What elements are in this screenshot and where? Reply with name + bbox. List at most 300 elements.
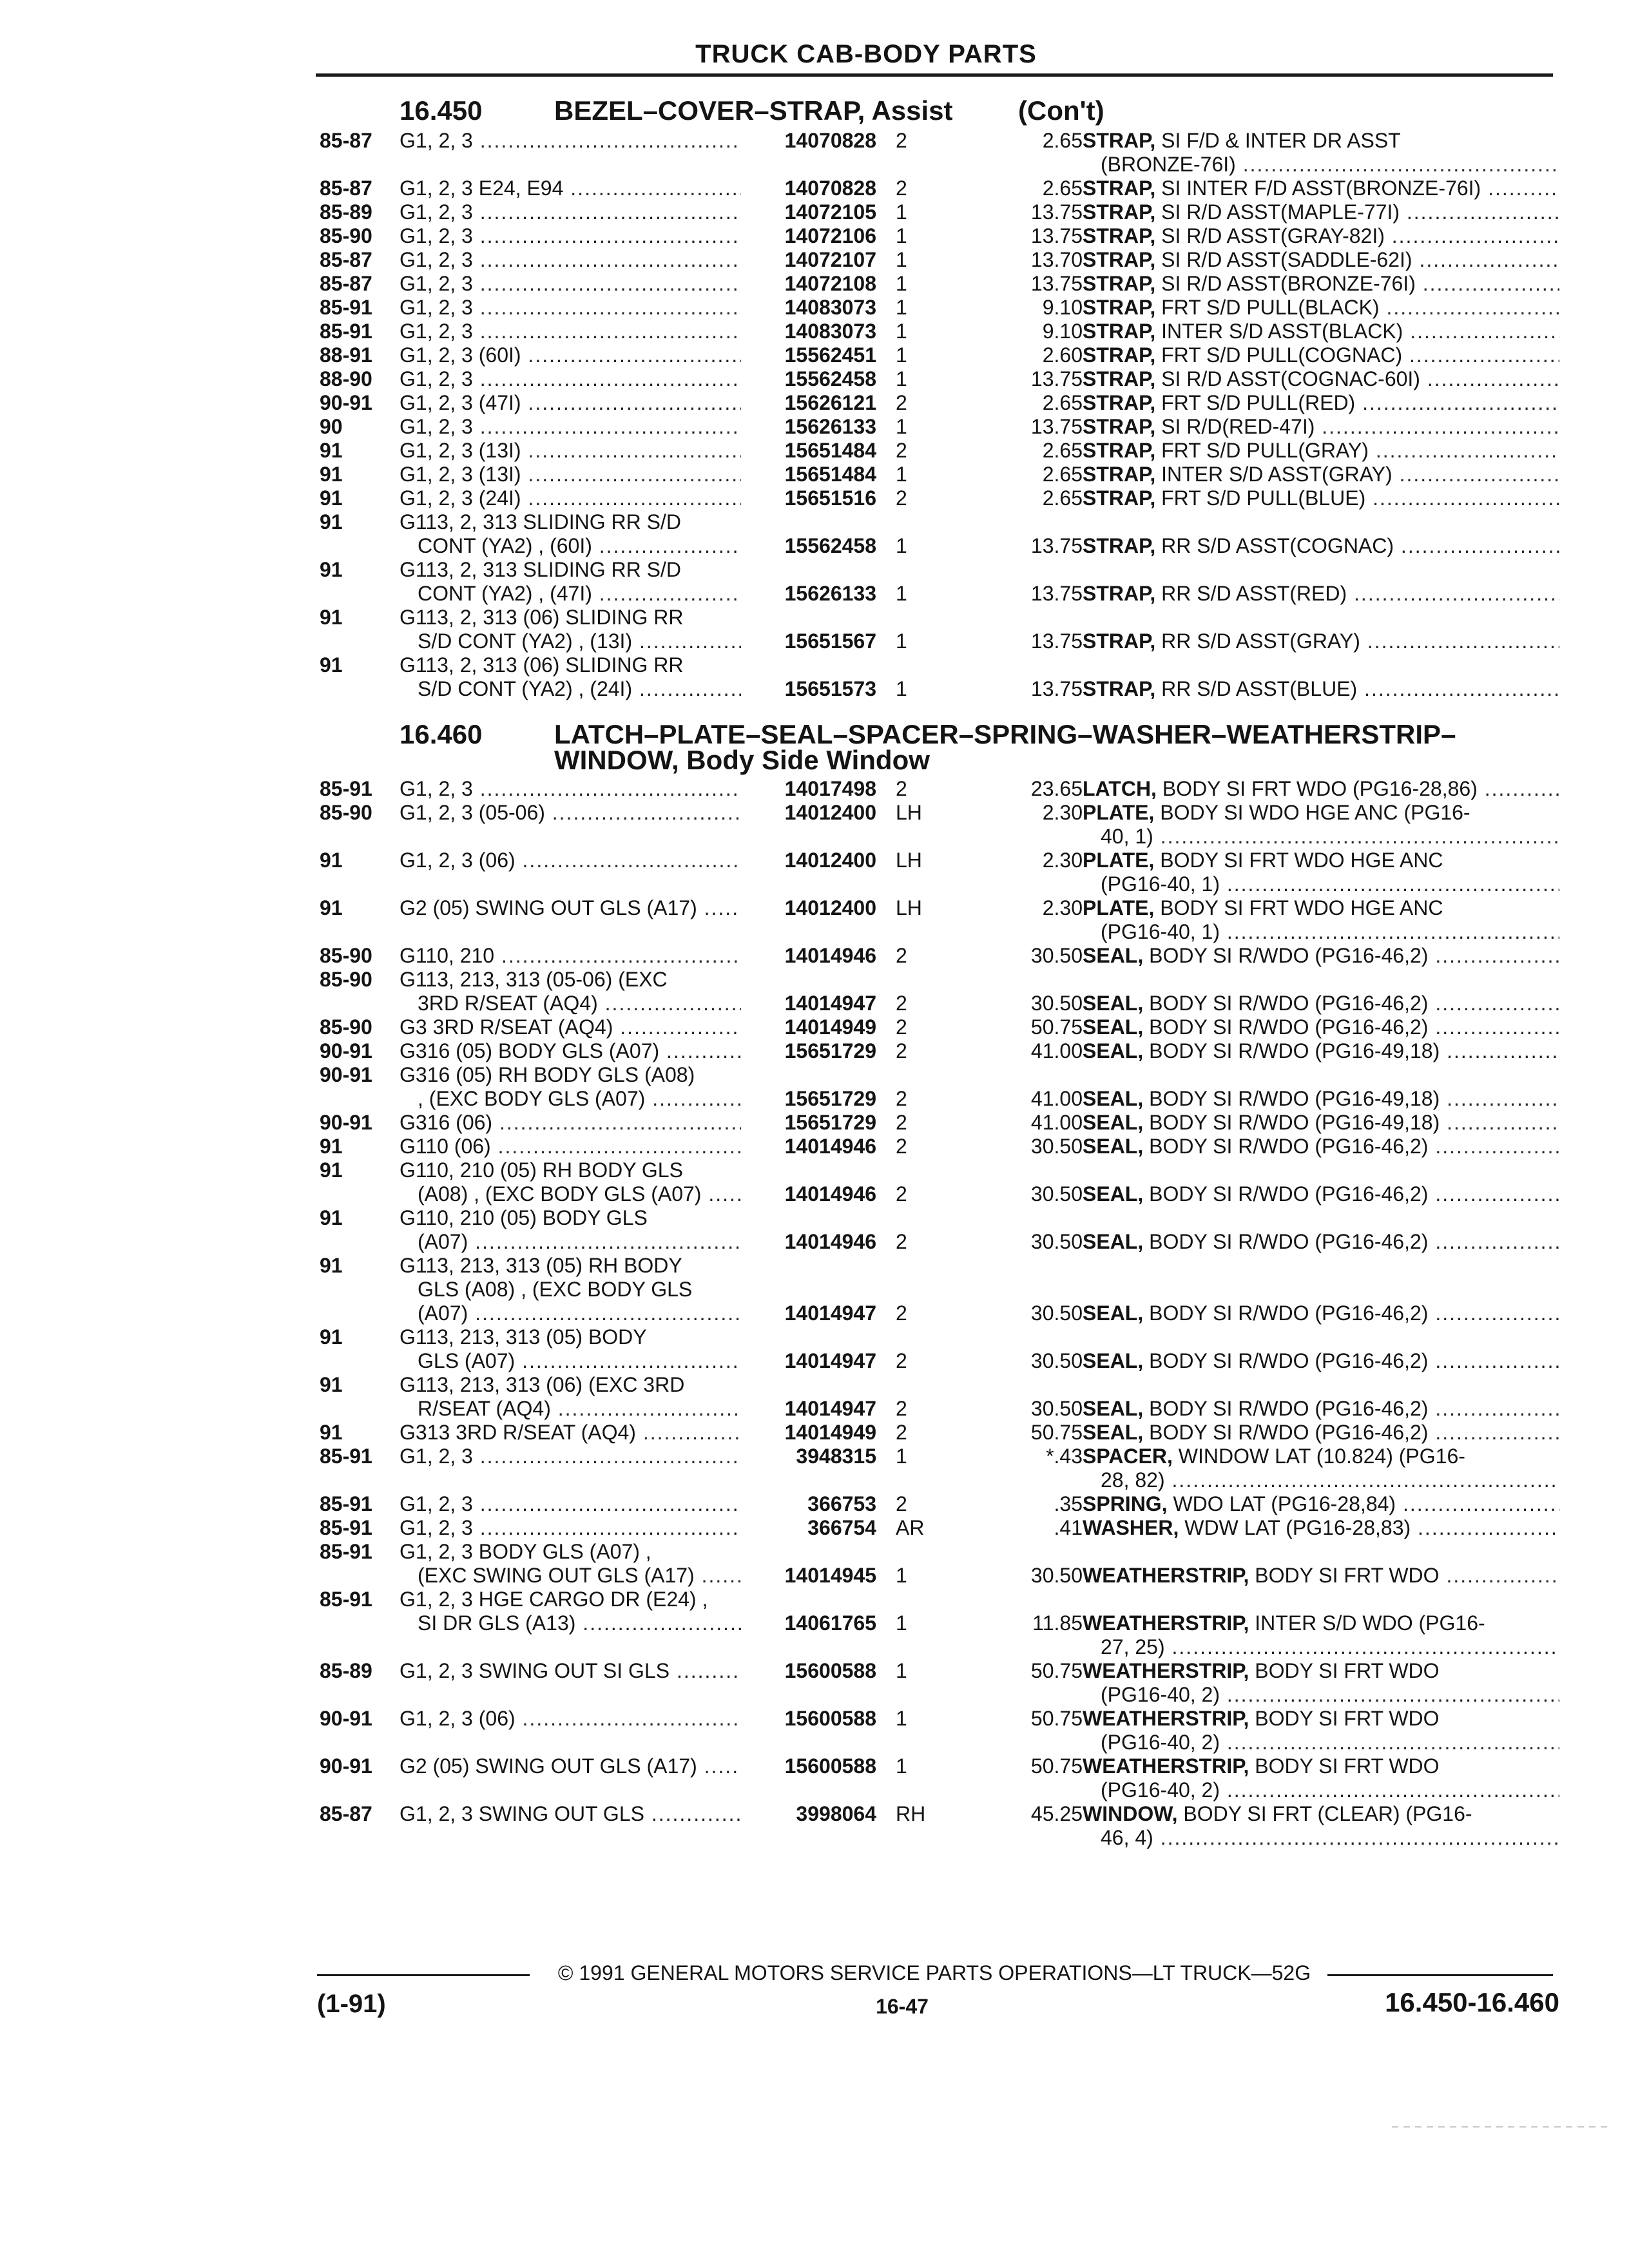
part-name: PLATE, [1083,896,1155,919]
description [1083,1087,1559,1111]
part-name: STRAP, [1083,367,1156,390]
application-line: G110, 210 (05) RH BODY GLS [400,1158,683,1182]
part-name: WEATHERSTRIP, [1083,1659,1249,1682]
description-line [1083,896,1559,920]
application [400,129,741,153]
model-years: 91 [320,1325,343,1349]
application-line: (A07) ..... [400,1230,741,1254]
application-line: G3 3RD R/SEAT (AQ4) ..... [400,1015,741,1039]
description-text: SI INTER F/D ASST(BRONZE-76I) [1155,177,1481,200]
part-number: 3948315 [796,1445,876,1468]
model-years: 85-91 [320,1588,372,1611]
part-name: WEATHERSTRIP, [1083,1754,1249,1778]
application-line: G1, 2, 3 HGE CARGO DR (E24) , [400,1588,708,1611]
quantity: LH [896,849,922,872]
model-years: 85-90 [320,968,372,991]
application [400,1492,741,1516]
quantity: 1 [896,367,907,390]
description-text: BODY SI FRT (CLEAR) (PG16- [1177,1802,1472,1825]
description-text: BODY SI R/WDO (PG16-46,2) [1143,1302,1429,1325]
price: 13.75 [1030,582,1083,605]
price: 13.75 [1030,415,1083,438]
description [1083,1516,1559,1540]
description [1083,677,1559,701]
part-number: 14072108 [784,272,876,295]
description-text: BODY SI R/WDO (PG16-46,2) [1143,1421,1429,1444]
model-years: 90-91 [320,1111,372,1134]
quantity: 1 [896,415,907,438]
description-line [1083,1516,1559,1540]
part-number: 15651516 [784,486,876,510]
description-text: WDO LAT (PG16-28,84) [1167,1492,1396,1515]
part-number: 14012400 [784,801,876,824]
application-line: G1, 2, 3 (13I) ..... [400,439,741,463]
description [1083,849,1559,896]
description-text: INTER S/D WDO (PG16- [1249,1611,1485,1635]
description [1083,1135,1559,1158]
scan-mark [1392,2126,1611,2128]
description-line [1083,582,1559,606]
application [400,343,741,367]
description-line: (PG16-40, 1) ..... [1083,872,1559,896]
quantity: 2 [896,1349,907,1372]
price: 50.75 [1030,1421,1083,1444]
description-text: WDW LAT (PG16-28,83) [1179,1516,1411,1539]
part-name: SEAL, [1083,1349,1144,1372]
application [400,849,741,872]
part-name: STRAP, [1083,463,1156,486]
model-years: 91 [320,849,343,872]
quantity: 2 [896,1039,907,1062]
description-line [1083,1754,1559,1778]
quantity: 1 [896,248,907,271]
application [400,1111,741,1135]
application-line: GLS (A08) , (EXC BODY GLS [418,1278,693,1301]
description-line [1083,1659,1559,1683]
description-line: (PG16-40, 2) ..... [1083,1731,1559,1754]
quantity: 2 [896,486,907,510]
part-number: 14014946 [784,1135,876,1158]
application [400,1540,741,1588]
price: 13.75 [1030,677,1083,700]
part-number: 15651484 [784,463,876,486]
description-line: 46, 4) ..... [1083,1826,1559,1850]
quantity: 1 [896,272,907,295]
description [1083,1039,1559,1063]
description [1083,463,1559,486]
description-text: BODY SI FRT WDO [1249,1659,1440,1682]
part-number: 14012400 [784,896,876,919]
quantity: 1 [896,1445,907,1468]
description [1083,1659,1559,1707]
part-number: 15562458 [784,534,876,557]
model-years: 90-91 [320,1707,372,1730]
description-text: SI R/D ASST(GRAY-82I) [1155,224,1385,247]
price: 2.65 [1042,391,1083,414]
quantity: 2 [896,1015,907,1039]
description-line [1083,1182,1559,1206]
description-line [1083,439,1559,463]
part-name: STRAP, [1083,391,1156,414]
application-line: G2 (05) SWING OUT GLS (A17) ..... [400,896,741,920]
application [400,272,741,296]
quantity: 1 [896,1611,907,1635]
part-number: 15651729 [784,1087,876,1110]
price: 41.00 [1030,1111,1083,1134]
description-line [1083,801,1559,825]
quantity: 1 [896,224,907,247]
model-years: 90-91 [320,1063,372,1086]
model-years: 85-90 [320,801,372,824]
description-line [1083,463,1559,486]
price: 2.65 [1042,439,1083,462]
part-name: STRAP, [1083,224,1156,247]
application-line: G316 (05) BODY GLS (A07) ..... [400,1039,741,1063]
model-years: 85-91 [320,320,372,343]
quantity: 2 [896,1111,907,1134]
part-name: STRAP, [1083,486,1156,510]
page-title: TRUCK CAB-BODY PARTS [695,40,1037,68]
part-number: 14070828 [784,129,876,152]
model-years: 85-87 [320,272,372,295]
model-years: 85-87 [320,1802,372,1825]
price: 50.75 [1030,1015,1083,1039]
description-text: FRT S/D PULL(RED) [1155,391,1356,414]
quantity: 2 [896,1087,907,1110]
description-line [1083,1039,1559,1063]
quantity: 1 [896,629,907,653]
price: 2.30 [1042,849,1083,872]
model-years: 91 [320,1206,343,1229]
part-number: 14012400 [784,849,876,872]
application-line: G1, 2, 3 ..... [400,777,741,801]
part-name: STRAP, [1083,534,1156,557]
price: 45.25 [1030,1802,1083,1825]
description [1083,801,1559,849]
price: 50.75 [1030,1754,1083,1778]
application [400,1802,741,1826]
price: 30.50 [1030,1564,1083,1587]
price: 30.50 [1030,1349,1083,1372]
description-text: INTER S/D ASST(GRAY) [1155,463,1393,486]
part-number: 14014945 [784,1564,876,1587]
description [1083,391,1559,415]
part-number: 14014947 [784,1397,876,1420]
application [400,1015,741,1039]
description [1083,1707,1559,1754]
application [400,391,741,415]
price: *.43 [1046,1445,1083,1468]
price: 9.10 [1042,320,1083,343]
description-line [1083,629,1559,653]
application-line: G1, 2, 3 ..... [400,248,741,272]
description-line [1083,1492,1559,1516]
price: 30.50 [1030,1230,1083,1253]
description [1083,944,1559,968]
part-number: 14072106 [784,224,876,247]
description [1083,486,1559,510]
part-name: STRAP, [1083,320,1156,343]
application-line: G1, 2, 3 (06) ..... [400,1707,741,1731]
part-number: 14014947 [784,1349,876,1372]
application-line: G1, 2, 3 ..... [400,1492,741,1516]
part-number: 14014946 [784,1182,876,1206]
description-line: 40, 1) ..... [1083,825,1559,849]
price: 2.60 [1042,343,1083,367]
part-name: STRAP, [1083,582,1156,605]
description [1083,1564,1559,1588]
description-line [1083,1230,1559,1254]
part-number: 15600588 [784,1707,876,1730]
application-line: G1, 2, 3 (60I) ..... [400,343,741,367]
quantity: 2 [896,1302,907,1325]
model-years: 85-91 [320,1516,372,1539]
footer-rule-right [1327,1974,1553,1976]
description-line [1083,200,1559,224]
description-text: BODY SI R/WDO (PG16-46,2) [1143,1230,1429,1253]
quantity: 1 [896,463,907,486]
application [400,415,741,439]
quantity: 2 [896,777,907,800]
application-line: G1, 2, 3 (24I) ..... [400,486,741,510]
quantity: 1 [896,1754,907,1778]
part-name: STRAP, [1083,343,1156,367]
part-number: 14014949 [784,1015,876,1039]
part-number: 14014946 [784,1230,876,1253]
application [400,1254,741,1325]
quantity: 1 [896,677,907,700]
description-text: SI R/D ASST(BRONZE-76I) [1155,272,1416,295]
price: 2.65 [1042,129,1083,152]
quantity: 1 [896,1564,907,1587]
model-years: 85-89 [320,1659,372,1682]
part-number: 14072107 [784,248,876,271]
application-line: G1, 2, 3 (06) ..... [400,849,741,872]
description [1083,1492,1559,1516]
application [400,367,741,391]
description-text: BODY SI R/WDO (PG16-49,18) [1143,1039,1440,1062]
description [1083,367,1559,391]
application [400,1754,741,1778]
description-text: BODY SI R/WDO (PG16-46,2) [1143,1349,1429,1372]
description-text: BODY SI R/WDO (PG16-46,2) [1143,944,1429,967]
part-name: WINDOW, [1083,1802,1178,1825]
description-line [1083,1015,1559,1039]
model-years: 91 [320,1254,343,1277]
application-line: G1, 2, 3 ..... [400,415,741,439]
description [1083,439,1559,463]
price: 13.75 [1030,367,1083,390]
model-years: 85-89 [320,200,372,224]
model-years: 91 [320,653,343,677]
model-years: 91 [320,1373,343,1396]
application [400,224,741,248]
part-name: SEAL, [1083,1135,1144,1158]
description-line [1083,1421,1559,1445]
quantity: 2 [896,1230,907,1253]
part-name: STRAP, [1083,629,1156,653]
part-name: SEAL, [1083,1230,1144,1253]
description [1083,1611,1559,1659]
part-name: STRAP, [1083,177,1156,200]
description [1083,1802,1559,1850]
description-text: FRT S/D PULL(BLUE) [1155,486,1366,510]
description [1083,320,1559,343]
part-number: 14061765 [784,1611,876,1635]
description-text: BODY SI R/WDO (PG16-46,2) [1143,1182,1429,1206]
description [1083,1754,1559,1802]
description-line [1083,1111,1559,1135]
description [1083,177,1559,200]
description [1083,1230,1559,1254]
description-text: RR S/D ASST(COGNAC) [1155,534,1394,557]
price: 50.75 [1030,1707,1083,1730]
model-years: 85-90 [320,224,372,247]
description [1083,777,1559,801]
part-name: STRAP, [1083,296,1156,319]
description-line [1083,1135,1559,1158]
description [1083,1397,1559,1421]
section-suffix: (Con't) [1018,95,1104,126]
price: 2.30 [1042,801,1083,824]
description-line [1083,272,1559,296]
application-line: GLS (A07) ..... [400,1349,741,1373]
part-number: 15651484 [784,439,876,462]
part-name: SEAL, [1083,1039,1144,1062]
price: 13.70 [1030,248,1083,271]
part-number: 15600588 [784,1754,876,1778]
description [1083,1111,1559,1135]
model-years: 88-91 [320,343,372,367]
quantity: 1 [896,343,907,367]
price: 2.65 [1042,486,1083,510]
part-name: SPACER, [1083,1445,1173,1468]
part-number: 14014949 [784,1421,876,1444]
part-name: SEAL, [1083,1397,1144,1420]
model-years: 85-91 [320,1492,372,1515]
description-text: BODY SI WDO HGE ANC (PG16- [1154,801,1470,824]
description-line [1083,415,1559,439]
part-number: 15626121 [784,391,876,414]
quantity: AR [896,1516,925,1539]
quantity: 1 [896,1707,907,1730]
application-line: G1, 2, 3 ..... [400,320,741,343]
description-line [1083,129,1559,153]
application-line: G1, 2, 3 ..... [400,296,741,320]
application-line: G113, 213, 313 (05) BODY [400,1325,647,1349]
part-name: LATCH, [1083,777,1157,800]
description [1083,1182,1559,1206]
part-name: SEAL, [1083,992,1144,1015]
description [1083,1421,1559,1445]
part-name: PLATE, [1083,801,1155,824]
description-line: (PG16-40, 1) ..... [1083,920,1559,944]
quantity: 1 [896,582,907,605]
section-title: BEZEL–COVER–STRAP, Assist [554,95,953,126]
quantity: LH [896,896,922,919]
description [1083,896,1559,944]
application [400,463,741,486]
price: .41 [1054,1516,1083,1539]
price: 2.30 [1042,896,1083,919]
part-number: 15651729 [784,1039,876,1062]
description-line [1083,391,1559,415]
description-line [1083,224,1559,248]
model-years: 91 [320,606,343,629]
description-text: FRT S/D PULL(GRAY) [1155,439,1369,462]
application [400,968,741,1015]
application-line: G1, 2, 3 (47I) ..... [400,391,741,415]
quantity: 2 [896,391,907,414]
part-number: 14083073 [784,320,876,343]
price: .35 [1054,1492,1083,1515]
model-years: 90-91 [320,1754,372,1778]
quantity: 1 [896,200,907,224]
description-line [1083,1564,1559,1588]
description-line: (PG16-40, 2) ..... [1083,1778,1559,1802]
quantity: 1 [896,320,907,343]
description-line: 28, 82) ..... [1083,1468,1559,1492]
application [400,200,741,224]
description-text: BODY SI FRT WDO [1249,1564,1440,1587]
price: 13.75 [1030,629,1083,653]
application-line: G1, 2, 3 ..... [400,1516,741,1540]
description [1083,129,1559,177]
price: 30.50 [1030,1397,1083,1420]
application-line: G1, 2, 3 ..... [400,200,741,224]
description-text: BODY SI R/WDO (PG16-46,2) [1143,992,1429,1015]
model-years: 85-91 [320,1540,372,1563]
description-line [1083,367,1559,391]
model-years: 91 [320,896,343,919]
quantity: 2 [896,944,907,967]
price: 13.75 [1030,534,1083,557]
part-number: 366753 [807,1492,876,1515]
model-years: 85-91 [320,1445,372,1468]
application [400,1135,741,1158]
description-line: 27, 25) ..... [1083,1635,1559,1659]
application-line: G1, 2, 3 ..... [400,224,741,248]
model-years: 85-87 [320,248,372,271]
section-title: LATCH–PLATE–SEAL–SPACER–SPRING–WASHER–WEATHERSTRIP– [554,719,1456,749]
description-line [1083,849,1559,872]
application-line: SI DR GLS (A13) ..... [400,1611,741,1635]
price: 41.00 [1030,1039,1083,1062]
application-line: 3RD R/SEAT (AQ4) ..... [400,992,741,1015]
part-number: 14014946 [784,944,876,967]
description-line [1083,992,1559,1015]
description-text: SI R/D ASST(SADDLE-62I) [1155,248,1412,271]
application [400,1158,741,1206]
part-name: SEAL, [1083,944,1144,967]
part-number: 15562458 [784,367,876,390]
quantity: RH [896,1802,926,1825]
application [400,1325,741,1373]
part-name: SEAL, [1083,1421,1144,1444]
description [1083,415,1559,439]
description [1083,200,1559,224]
part-name: STRAP, [1083,248,1156,271]
application [400,510,741,558]
part-number: 14072105 [784,200,876,224]
application-line: G113, 2, 313 SLIDING RR S/D [400,558,681,581]
part-number: 366754 [807,1516,876,1539]
part-number: 14014947 [784,1302,876,1325]
description [1083,224,1559,248]
description-line [1083,1611,1559,1635]
description-text: RR S/D ASST(GRAY) [1155,629,1360,653]
part-name: SEAL, [1083,1111,1144,1134]
